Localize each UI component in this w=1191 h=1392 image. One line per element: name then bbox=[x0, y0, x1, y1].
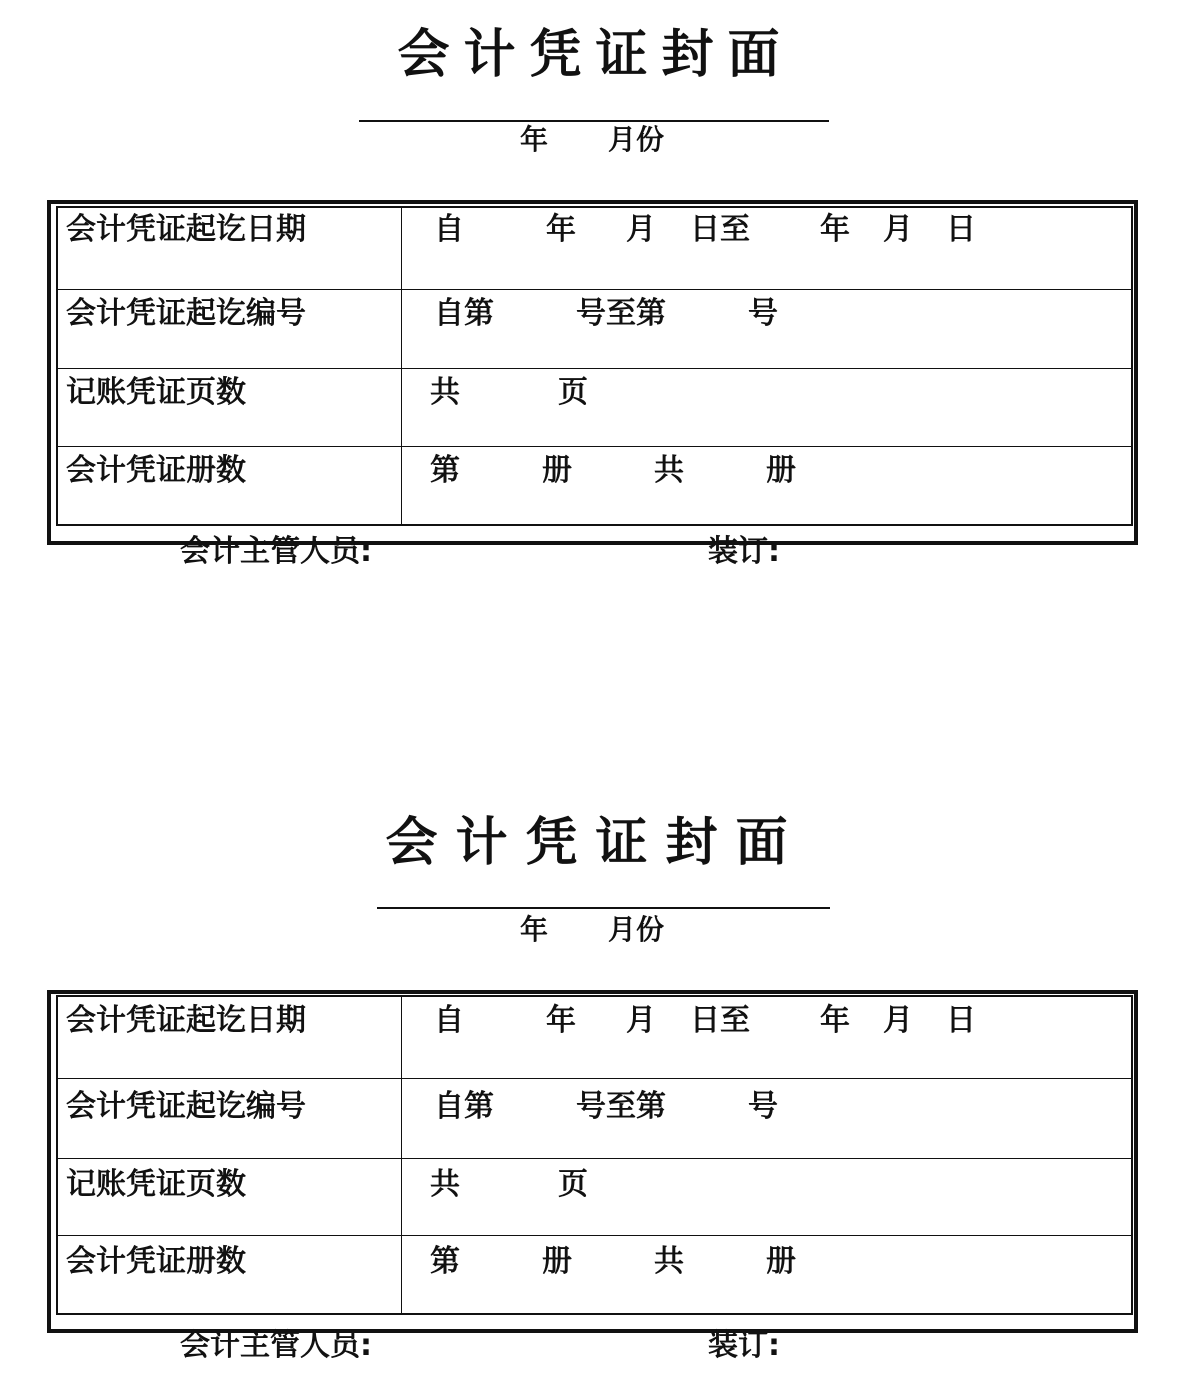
date-day-2: 日 bbox=[946, 1003, 976, 1038]
voucher-cover-2 bbox=[0, 792, 1191, 1392]
row-pages bbox=[58, 1159, 1131, 1236]
pages-total: 共 bbox=[430, 375, 460, 410]
row-label: 会计凭证起讫编号 bbox=[66, 1089, 306, 1124]
date-month-2: 月 bbox=[883, 1003, 913, 1038]
row-pages bbox=[58, 369, 1131, 447]
date-year-2: 年 bbox=[820, 1003, 850, 1038]
number-end: 号 bbox=[748, 1089, 778, 1124]
row-date-range bbox=[58, 997, 1131, 1079]
binder-label: 装订: bbox=[708, 534, 780, 569]
period-year: 年 bbox=[520, 913, 549, 946]
pages-total: 共 bbox=[430, 1167, 460, 1202]
number-from: 自第 bbox=[434, 296, 494, 331]
row-label: 会计凭证起讫日期 bbox=[66, 212, 306, 247]
row-volumes bbox=[58, 447, 1131, 526]
title-underline bbox=[377, 907, 830, 909]
date-month-1: 月 bbox=[626, 1003, 656, 1038]
row-label: 会计凭证起讫编号 bbox=[66, 296, 306, 331]
date-from: 自 bbox=[434, 212, 464, 247]
voucher-table bbox=[56, 995, 1133, 1315]
number-to: 号至第 bbox=[576, 1089, 666, 1124]
cover-title: 会计凭证封面 bbox=[397, 25, 794, 85]
row-label: 会计凭证册数 bbox=[66, 453, 246, 488]
row-label: 会计凭证起讫日期 bbox=[66, 1003, 306, 1038]
number-end: 号 bbox=[748, 296, 778, 331]
row-number-range bbox=[58, 1079, 1131, 1159]
volume-unit-1: 册 bbox=[542, 453, 572, 488]
date-year-1: 年 bbox=[546, 1003, 576, 1038]
volume-unit-1: 册 bbox=[542, 1244, 572, 1279]
volume-nth: 第 bbox=[430, 453, 460, 488]
number-from: 自第 bbox=[434, 1089, 494, 1124]
voucher-table bbox=[56, 206, 1133, 526]
title-underline bbox=[359, 120, 829, 122]
voucher-cover-1 bbox=[0, 0, 1191, 600]
volume-total: 共 bbox=[654, 453, 684, 488]
row-label: 会计凭证册数 bbox=[66, 1244, 246, 1279]
volume-unit-2: 册 bbox=[766, 453, 796, 488]
binder-label: 装订: bbox=[708, 1328, 780, 1363]
date-day-to: 日至 bbox=[690, 212, 750, 247]
date-year-1: 年 bbox=[546, 212, 576, 247]
supervisor-label: 会计主管人员: bbox=[180, 1328, 372, 1363]
period-year: 年 bbox=[520, 123, 549, 156]
row-volumes bbox=[58, 1236, 1131, 1315]
date-month-1: 月 bbox=[626, 212, 656, 247]
period-month: 月份 bbox=[608, 913, 665, 946]
supervisor-label: 会计主管人员: bbox=[180, 534, 372, 569]
volume-total: 共 bbox=[654, 1244, 684, 1279]
pages-unit: 页 bbox=[558, 1167, 588, 1202]
date-from: 自 bbox=[434, 1003, 464, 1038]
volume-nth: 第 bbox=[430, 1244, 460, 1279]
date-day-2: 日 bbox=[946, 212, 976, 247]
row-label: 记账凭证页数 bbox=[66, 375, 246, 410]
number-to: 号至第 bbox=[576, 296, 666, 331]
period-month: 月份 bbox=[608, 123, 665, 156]
cover-title: 会计凭证封面 bbox=[385, 813, 806, 873]
row-number-range bbox=[58, 290, 1131, 369]
date-month-2: 月 bbox=[883, 212, 913, 247]
date-day-to: 日至 bbox=[690, 1003, 750, 1038]
pages-unit: 页 bbox=[558, 375, 588, 410]
volume-unit-2: 册 bbox=[766, 1244, 796, 1279]
date-year-2: 年 bbox=[820, 212, 850, 247]
row-label: 记账凭证页数 bbox=[66, 1167, 246, 1202]
row-date-range bbox=[58, 208, 1131, 290]
